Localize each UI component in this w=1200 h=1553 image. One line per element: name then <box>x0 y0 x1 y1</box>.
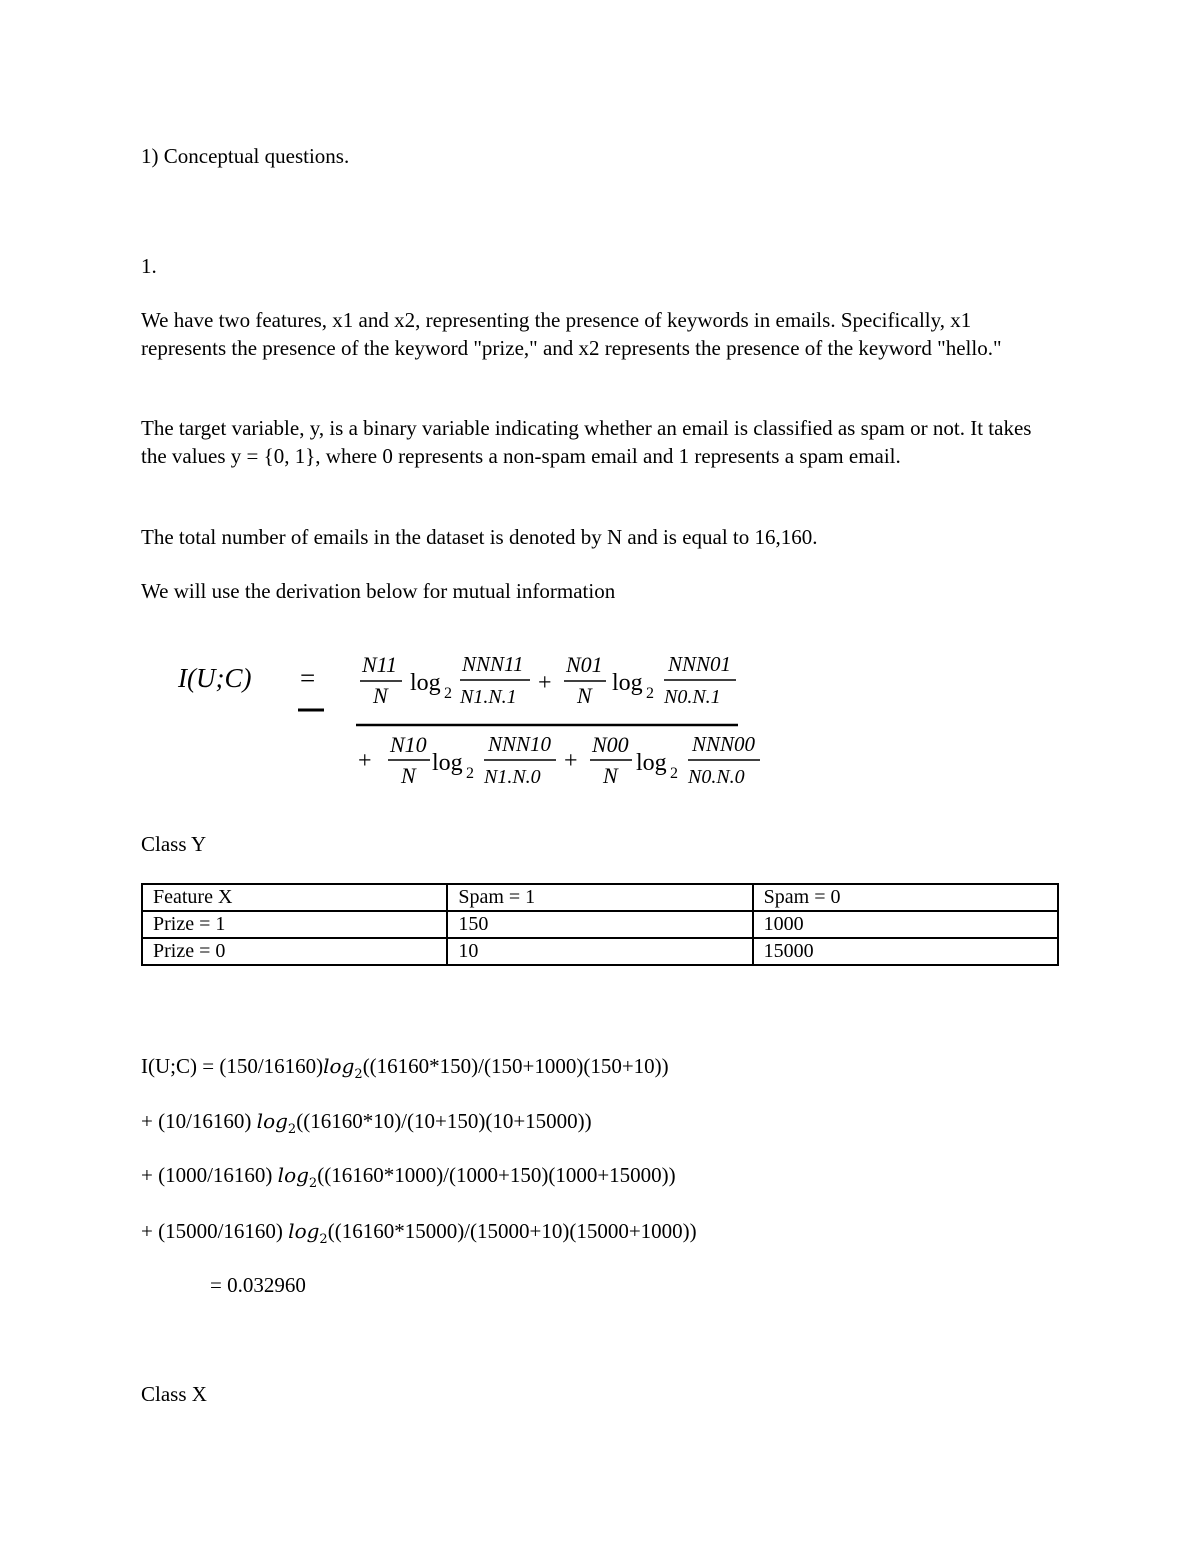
table-cell: 10 <box>447 938 752 965</box>
term3-den: N1.N.0 <box>484 766 541 788</box>
mutual-information-formula <box>170 640 790 800</box>
log2-symbol: $\log_2$ <box>256 1109 297 1137</box>
term2-log: log <box>612 670 643 696</box>
log2-symbol: $\log_2$ <box>277 1163 318 1191</box>
term2-NN: NNN01 <box>668 652 732 676</box>
formula-plus-3: + <box>564 748 578 774</box>
paragraph-features: We have two features, x1 and x2, representing the presence of keywords in emails. Specifically, x1 represents the presence of the keyword "prize," and x2 represents the presence of the keyword "hello." <box>141 308 1002 360</box>
calc-line-3-suffix: ((16160*1000)/(1000+150)(1000+15000)) <box>317 1163 676 1187</box>
table-row <box>142 938 1058 965</box>
calc-line-1 <box>141 1053 669 1088</box>
term1-log-base: 2 <box>444 685 452 702</box>
calc-line-2-suffix: ((16160*10)/(10+150)(10+15000)) <box>296 1109 592 1133</box>
term4-log-base: 2 <box>670 765 678 782</box>
calc-line-4-prefix: + (15000/16160) <box>141 1219 289 1243</box>
term1-log: log <box>410 670 441 696</box>
term3-log-base: 2 <box>466 765 474 782</box>
term2-log-base: 2 <box>646 685 654 702</box>
calc-line-1-suffix: ((16160*150)/(150+1000)(150+10)) <box>362 1054 669 1078</box>
term4-den: N0.N.0 <box>688 766 745 788</box>
term2-den: N0.N.1 <box>664 686 721 708</box>
term3-NN: NNN10 <box>488 732 552 756</box>
term3-num: N10 <box>390 732 427 757</box>
table-cell: Prize = 0 <box>142 938 447 965</box>
term2-N: N <box>577 683 592 708</box>
question-number: 1. <box>141 254 157 278</box>
formula-plus-2: + <box>358 748 372 774</box>
calc-line-4-suffix: ((16160*15000)/(15000+10)(15000+1000)) <box>327 1219 697 1243</box>
table-header-cell: Spam = 0 <box>753 884 1058 911</box>
term4-NN: NNN00 <box>692 732 756 756</box>
term3-N: N <box>401 763 416 788</box>
calc-line-3 <box>141 1162 676 1197</box>
calc-line-4 <box>141 1218 697 1253</box>
calc-result: = 0.032960 <box>210 1273 306 1297</box>
class-x-label: Class X <box>141 1382 207 1406</box>
calc-line-2 <box>141 1108 592 1143</box>
term4-num: N00 <box>592 732 629 757</box>
class-y-label: Class Y <box>141 832 207 856</box>
formula-lhs: I(U;C) <box>178 663 252 693</box>
term2-num: N01 <box>566 652 603 677</box>
term3-log: log <box>432 750 463 776</box>
formula-plus-1: + <box>538 670 552 696</box>
paragraph-target: The target variable, y, is a binary variable indicating whether an email is classified as spam or not. It takes the values y = {0, 1}, where 0 represents a non-spam email and 1 represents a spam email. <box>141 416 1032 468</box>
term1-N: N <box>373 683 388 708</box>
table-header-cell: Feature X <box>142 884 447 911</box>
section-heading: 1) Conceptual questions. <box>141 144 350 168</box>
term1-NN: NNN11 <box>462 652 524 676</box>
term4-N: N <box>603 763 618 788</box>
table-header-row <box>142 884 1058 911</box>
paragraph-total: The total number of emails in the dataset is denoted by N and is equal to 16,160. <box>141 525 818 549</box>
table-row <box>142 911 1058 938</box>
term1-num: N11 <box>362 652 398 677</box>
term1-den: N1.N.1 <box>460 686 517 708</box>
calc-line-1-prefix: I(U;C) = (150/16160) <box>141 1054 324 1078</box>
log2-symbol: $\log_2$ <box>323 1054 363 1082</box>
table-cell: 150 <box>447 911 752 938</box>
table-cell: 1000 <box>753 911 1058 938</box>
calc-line-3-prefix: + (1000/16160) <box>141 1163 278 1187</box>
table-cell: 15000 <box>753 938 1058 965</box>
log2-symbol: $\log_2$ <box>288 1219 328 1247</box>
term4-log: log <box>636 750 667 776</box>
table-cell: Prize = 1 <box>142 911 447 938</box>
contingency-table <box>141 883 1059 966</box>
formula-equals: = <box>300 663 316 693</box>
paragraph-derivation: We will use the derivation below for mutual information <box>141 579 616 603</box>
calc-line-2-prefix: + (10/16160) <box>141 1109 257 1133</box>
table-header-cell: Spam = 1 <box>447 884 752 911</box>
